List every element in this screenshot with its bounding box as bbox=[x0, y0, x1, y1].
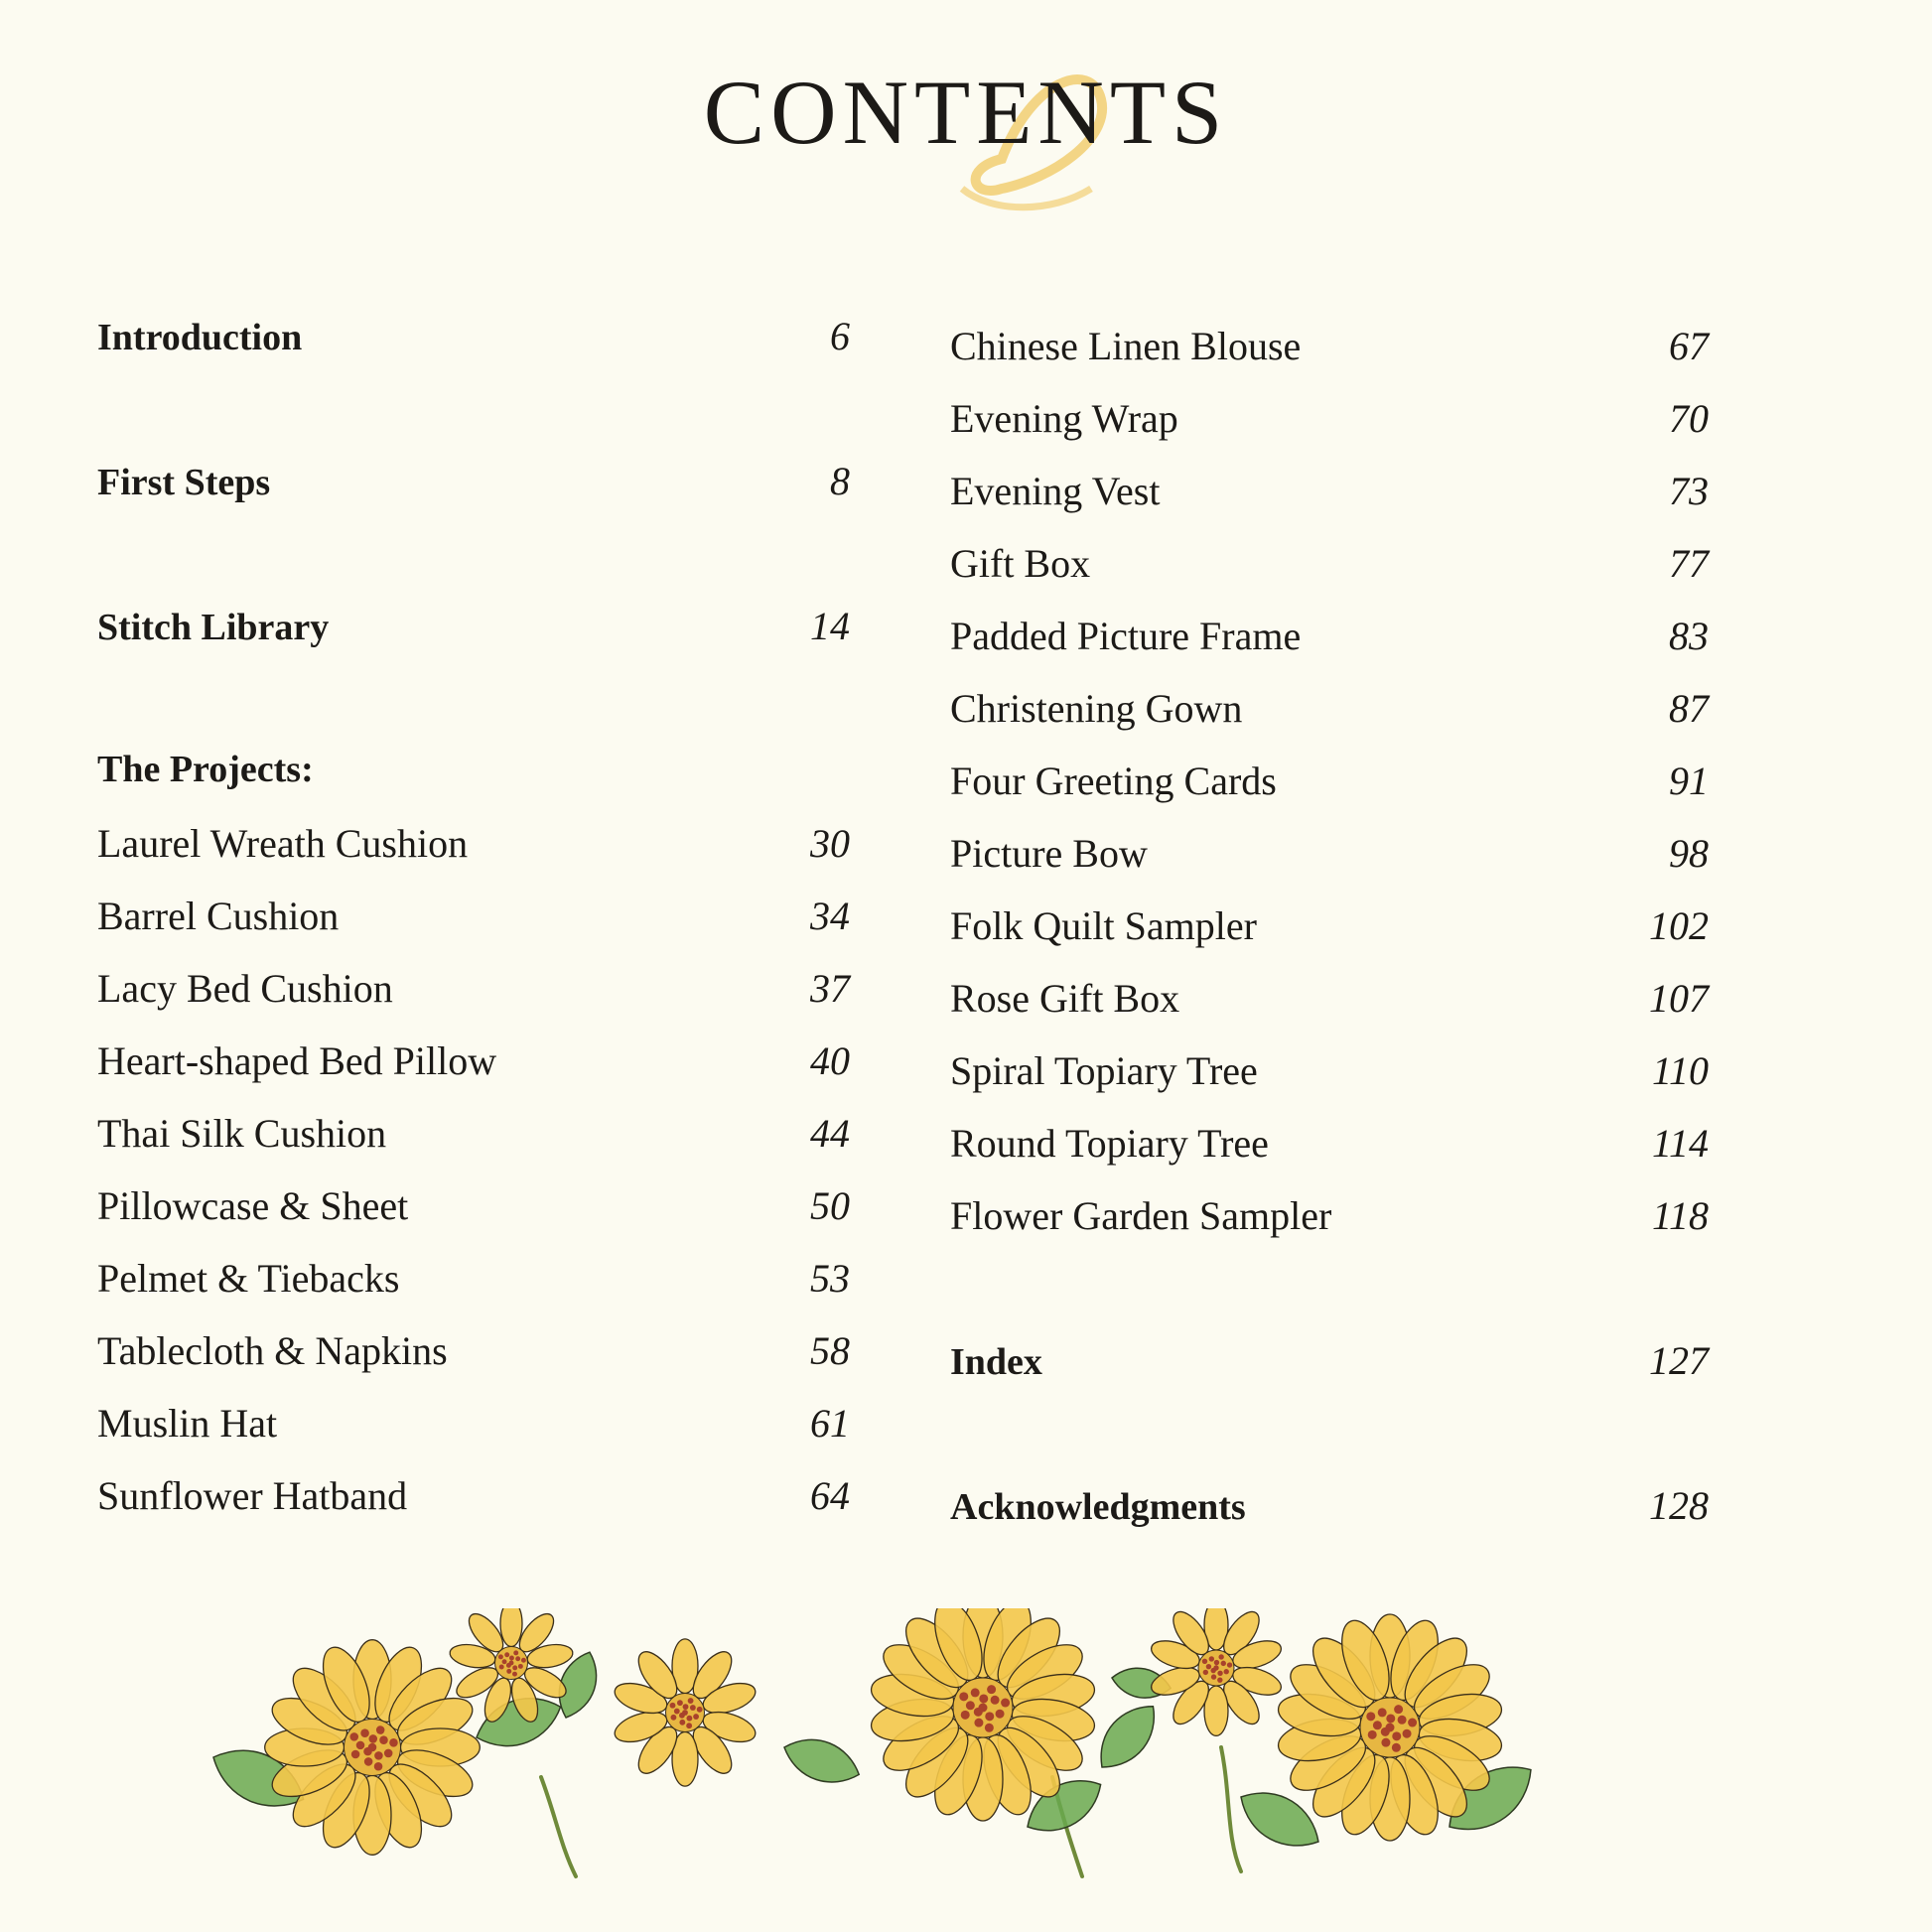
seed-dot bbox=[512, 1672, 517, 1677]
seed-dot bbox=[389, 1738, 398, 1747]
seed-dot bbox=[506, 1663, 511, 1668]
seed-dot bbox=[1217, 1671, 1222, 1676]
entry-title: Acknowledgments bbox=[950, 1486, 1246, 1528]
toc-entry[interactable] bbox=[950, 975, 1711, 1047]
toc-entry[interactable] bbox=[950, 540, 1711, 613]
seed-dot bbox=[1209, 1656, 1214, 1661]
entry-title: Sunflower Hatband bbox=[97, 1473, 408, 1518]
seed-dot bbox=[374, 1751, 383, 1760]
seed-dot bbox=[1394, 1705, 1403, 1714]
seed-dot bbox=[1392, 1731, 1401, 1740]
entry-title: Folk Quilt Sampler bbox=[950, 903, 1257, 948]
entry-page: 6 bbox=[830, 314, 850, 358]
toc-entry-first-steps[interactable] bbox=[97, 458, 852, 530]
seed-dot bbox=[513, 1650, 518, 1655]
entry-page: 114 bbox=[1651, 1121, 1709, 1166]
seed-dot bbox=[679, 1720, 685, 1725]
entry-title: Pillowcase & Sheet bbox=[97, 1183, 409, 1228]
entry-title: Pelmet & Tiebacks bbox=[97, 1256, 400, 1301]
seed-dot bbox=[1408, 1719, 1417, 1727]
seed-dot bbox=[959, 1692, 968, 1701]
toc-entry[interactable] bbox=[97, 1037, 852, 1110]
seed-dot bbox=[683, 1704, 689, 1710]
sunflower-border-illustration bbox=[0, 1608, 1932, 1886]
entry-page: 14 bbox=[810, 604, 850, 648]
entry-page: 127 bbox=[1649, 1338, 1709, 1383]
entry-title: Round Topiary Tree bbox=[950, 1121, 1269, 1166]
seed-dot bbox=[961, 1711, 970, 1720]
seed-dot bbox=[1378, 1708, 1387, 1717]
toc-entry-stitch-library[interactable] bbox=[97, 603, 852, 675]
entry-title: Laurel Wreath Cushion bbox=[97, 821, 469, 866]
seed-dot bbox=[987, 1685, 996, 1694]
seed-dot bbox=[1210, 1668, 1215, 1673]
seed-dot bbox=[518, 1664, 523, 1669]
seed-dot bbox=[670, 1703, 676, 1709]
entry-page: 34 bbox=[810, 894, 850, 938]
seed-dot bbox=[1206, 1664, 1211, 1669]
entry-page: 8 bbox=[830, 459, 850, 503]
contents-right-column bbox=[950, 323, 1711, 1555]
toc-entry[interactable] bbox=[950, 468, 1711, 540]
toc-entry[interactable] bbox=[97, 1400, 852, 1472]
seed-dot bbox=[686, 1723, 692, 1728]
entry-page: 102 bbox=[1649, 903, 1709, 948]
entry-title: Padded Picture Frame bbox=[950, 614, 1302, 658]
entry-title: Lacy Bed Cushion bbox=[97, 966, 393, 1011]
spacer bbox=[97, 530, 852, 603]
seed-dot bbox=[979, 1694, 988, 1703]
title-wrap bbox=[704, 60, 1228, 165]
entry-page: 107 bbox=[1649, 976, 1709, 1021]
spacer bbox=[950, 1410, 1711, 1482]
entry-page: 91 bbox=[1669, 759, 1709, 803]
seed-dot bbox=[688, 1698, 694, 1704]
toc-entry[interactable] bbox=[97, 1327, 852, 1400]
seed-dot bbox=[1217, 1677, 1222, 1682]
toc-entry[interactable] bbox=[97, 965, 852, 1037]
spacer bbox=[97, 675, 852, 748]
seed-dot bbox=[1392, 1743, 1401, 1752]
entry-page: 128 bbox=[1649, 1483, 1709, 1528]
entry-title: First Steps bbox=[97, 462, 271, 503]
seed-dot bbox=[379, 1735, 388, 1744]
seed-dot bbox=[991, 1696, 1000, 1705]
toc-entry[interactable] bbox=[97, 820, 852, 893]
toc-entry-introduction[interactable] bbox=[97, 313, 852, 385]
toc-entry-acknowledgments[interactable] bbox=[950, 1482, 1711, 1555]
toc-entry[interactable] bbox=[97, 893, 852, 965]
seed-dot bbox=[376, 1725, 385, 1734]
seed-dot bbox=[1214, 1660, 1219, 1665]
seed-dot bbox=[1218, 1654, 1223, 1659]
seed-dot bbox=[368, 1734, 377, 1743]
seed-dot bbox=[966, 1701, 975, 1710]
entry-page: 98 bbox=[1669, 831, 1709, 876]
projects-heading bbox=[97, 748, 852, 820]
projects-heading-label: The Projects: bbox=[97, 749, 314, 790]
entry-title: Four Greeting Cards bbox=[950, 759, 1277, 803]
seed-dot bbox=[1381, 1738, 1390, 1747]
seed-dot bbox=[1398, 1716, 1407, 1725]
entry-title: Tablecloth & Napkins bbox=[97, 1328, 448, 1373]
seed-dot bbox=[985, 1712, 994, 1721]
leaf-shape bbox=[1087, 1694, 1168, 1779]
seed-dot bbox=[349, 1732, 358, 1741]
spacer bbox=[97, 385, 852, 458]
seed-dot bbox=[677, 1700, 683, 1706]
entry-page: 37 bbox=[810, 966, 850, 1011]
seed-dot bbox=[1203, 1670, 1208, 1675]
seed-dot bbox=[512, 1665, 517, 1670]
seed-dot bbox=[690, 1705, 696, 1711]
entry-page: 64 bbox=[810, 1473, 850, 1518]
seed-dot bbox=[974, 1708, 983, 1717]
entry-page: 30 bbox=[810, 821, 850, 866]
entry-title: Introduction bbox=[97, 317, 303, 358]
toc-entry[interactable] bbox=[97, 1182, 852, 1255]
seed-dot bbox=[509, 1656, 514, 1661]
toc-entry[interactable] bbox=[950, 1120, 1711, 1192]
leaf-shape bbox=[1230, 1778, 1329, 1861]
seed-dot bbox=[697, 1707, 703, 1713]
entry-page: 110 bbox=[1651, 1048, 1709, 1093]
petal-shape bbox=[500, 1608, 522, 1647]
seed-dot bbox=[671, 1715, 677, 1721]
seed-dot bbox=[1227, 1662, 1232, 1667]
seed-dot bbox=[1373, 1721, 1382, 1729]
seed-dot bbox=[504, 1652, 509, 1657]
seed-dot bbox=[693, 1714, 699, 1720]
entry-page: 44 bbox=[810, 1111, 850, 1156]
entry-title: Chinese Linen Blouse bbox=[950, 324, 1302, 368]
entry-title: Christening Gown bbox=[950, 686, 1243, 731]
seed-dot bbox=[1221, 1661, 1226, 1666]
entry-page: 73 bbox=[1669, 469, 1709, 513]
entry-title: Muslin Hat bbox=[97, 1401, 278, 1446]
seed-dot bbox=[351, 1750, 360, 1759]
toc-entry[interactable] bbox=[97, 1110, 852, 1182]
entry-title: Flower Garden Sampler bbox=[950, 1193, 1332, 1238]
entry-title: Gift Box bbox=[950, 541, 1091, 586]
entry-page: 50 bbox=[810, 1183, 850, 1228]
spacer bbox=[950, 1265, 1711, 1337]
seed-dot bbox=[360, 1728, 369, 1737]
toc-entry[interactable] bbox=[950, 1192, 1711, 1265]
toc-entry[interactable] bbox=[950, 323, 1711, 395]
entry-page: 87 bbox=[1669, 686, 1709, 731]
entry-title: Evening Wrap bbox=[950, 396, 1178, 441]
seed-dot bbox=[674, 1709, 680, 1715]
seed-dot bbox=[515, 1656, 520, 1661]
entry-page: 83 bbox=[1669, 614, 1709, 658]
entry-title: Picture Bow bbox=[950, 831, 1148, 876]
entry-title: Barrel Cushion bbox=[97, 894, 340, 938]
toc-entry[interactable] bbox=[950, 830, 1711, 902]
seed-dot bbox=[1368, 1730, 1377, 1739]
seed-dot bbox=[1381, 1727, 1390, 1736]
toc-entry[interactable] bbox=[97, 1472, 852, 1545]
toc-entry[interactable] bbox=[97, 1255, 852, 1327]
entry-page: 70 bbox=[1669, 396, 1709, 441]
seed-dot bbox=[1202, 1659, 1207, 1664]
leaf-shape bbox=[777, 1729, 866, 1793]
entry-page: 58 bbox=[810, 1328, 850, 1373]
title-text: CONTENTS bbox=[703, 62, 1229, 163]
seed-dot bbox=[971, 1688, 980, 1697]
seed-dot bbox=[1224, 1669, 1229, 1674]
entry-page: 118 bbox=[1651, 1193, 1709, 1238]
seed-dot bbox=[974, 1719, 983, 1727]
stem-line bbox=[1221, 1747, 1241, 1871]
entry-title: Thai Silk Cushion bbox=[97, 1111, 387, 1156]
seed-dot bbox=[1211, 1674, 1216, 1679]
entry-title: Spiral Topiary Tree bbox=[950, 1048, 1258, 1093]
seed-dot bbox=[502, 1659, 507, 1664]
seed-dot bbox=[506, 1669, 511, 1674]
toc-entry[interactable] bbox=[950, 613, 1711, 685]
entry-page: 40 bbox=[810, 1038, 850, 1083]
seed-dot bbox=[384, 1749, 393, 1758]
entry-page: 77 bbox=[1669, 541, 1709, 586]
entry-page: 53 bbox=[810, 1256, 850, 1301]
contents-left-column bbox=[97, 313, 852, 1545]
seed-dot bbox=[1001, 1699, 1010, 1708]
toc-entry[interactable] bbox=[950, 395, 1711, 468]
entry-title: Stitch Library bbox=[97, 607, 330, 648]
seed-dot bbox=[374, 1762, 383, 1771]
toc-entry[interactable] bbox=[950, 685, 1711, 758]
entry-title: Evening Vest bbox=[950, 469, 1161, 513]
seed-dot bbox=[356, 1741, 365, 1750]
seed-dot bbox=[364, 1757, 373, 1766]
entry-title: Rose Gift Box bbox=[950, 976, 1180, 1021]
sunflower-art-layer bbox=[204, 1608, 1545, 1876]
seed-dot bbox=[1366, 1712, 1375, 1721]
entry-title: Index bbox=[950, 1341, 1042, 1383]
entry-page: 61 bbox=[810, 1401, 850, 1446]
seed-dot bbox=[686, 1716, 692, 1722]
seed-dot bbox=[1386, 1714, 1395, 1723]
toc-entry[interactable] bbox=[950, 1047, 1711, 1120]
page-title bbox=[0, 60, 1932, 165]
entry-title: Heart-shaped Bed Pillow bbox=[97, 1038, 497, 1083]
toc-entry[interactable] bbox=[950, 758, 1711, 830]
seed-dot bbox=[498, 1654, 503, 1659]
toc-entry[interactable] bbox=[950, 902, 1711, 975]
entry-page: 67 bbox=[1669, 324, 1709, 368]
seed-dot bbox=[1403, 1729, 1412, 1738]
seed-dot bbox=[996, 1710, 1005, 1719]
seed-dot bbox=[363, 1747, 372, 1756]
seed-dot bbox=[499, 1665, 504, 1670]
seed-dot bbox=[679, 1713, 685, 1719]
seed-dot bbox=[521, 1658, 526, 1663]
toc-entry-index[interactable] bbox=[950, 1337, 1711, 1410]
stem-line bbox=[541, 1777, 576, 1876]
seed-dot bbox=[985, 1724, 994, 1732]
